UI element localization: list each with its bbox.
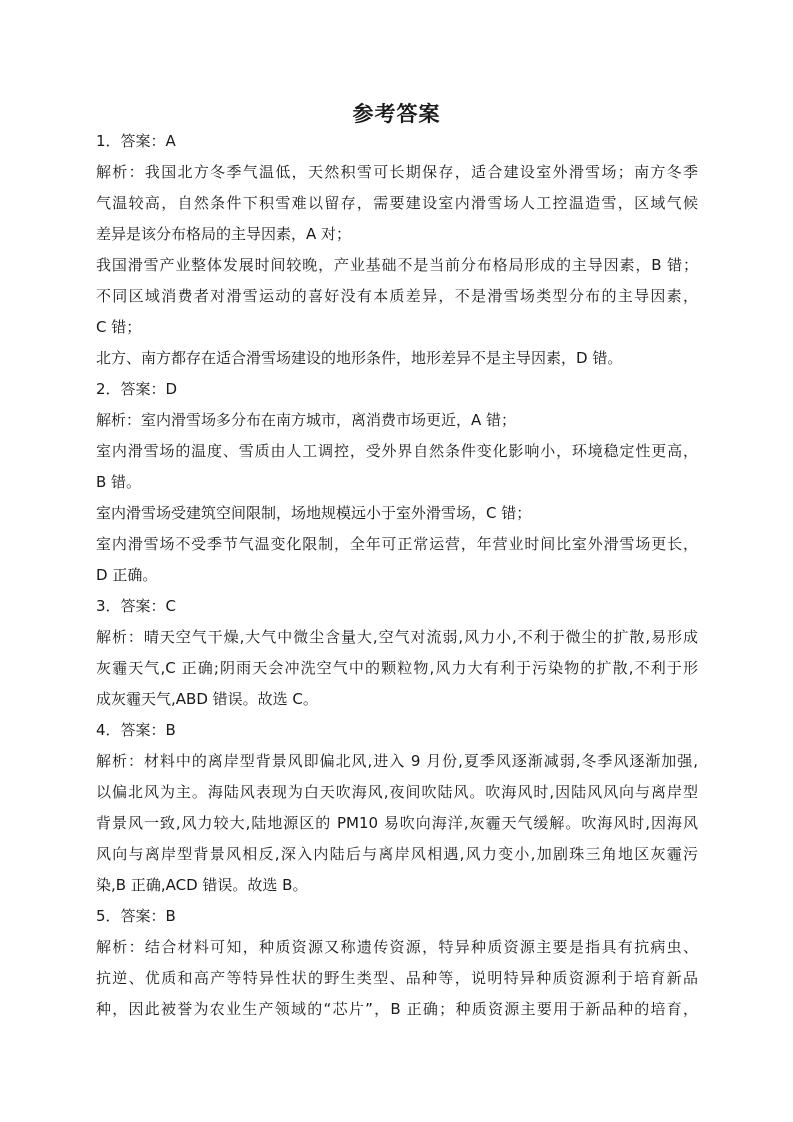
text-line: 成灰霾天气,ABD 错误。故选 C。 bbox=[96, 690, 318, 708]
text-line: 北方、南方都存在适合滑雪场建设的地形条件，地形差异不是主导因素，D 错。 bbox=[96, 349, 623, 367]
text-line: 染,B 正确,ACD 错误。故选 B。 bbox=[96, 876, 308, 894]
text-line: 解析：材料中的离岸型背景风即偏北风,进入 9 月份,夏季风逐渐减弱,冬季风逐渐加强, bbox=[96, 752, 698, 770]
text-line: 差异是该分布格局的主导因素，A 对； bbox=[96, 225, 352, 243]
text-line: 背景风一致,风力较大,陆地源区的 PM10 易吹向海洋,灰霾天气缓解。吹海风时,因海风 bbox=[96, 814, 698, 832]
text-line: 风向与离岸型背景风相反,深入内陆后与离岸风相遇,风力变小,加剧珠三角地区灰霾污 bbox=[96, 845, 698, 863]
text-line: B 错。 bbox=[96, 473, 142, 491]
text-line: 解析：我国北方冬季气温低，天然积雪可长期保存，适合建设室外滑雪场；南方冬季 bbox=[96, 163, 698, 181]
text-line: 室内滑雪场不受季节气温变化限制，全年可正常运营，年营业时间比室外滑雪场更长， bbox=[96, 535, 698, 553]
text-line: 解析：结合材料可知，种质资源又称遗传资源，特异种质资源主要是指具有抗病虫、 bbox=[96, 938, 698, 956]
text-line: 5．答案：B bbox=[96, 907, 176, 925]
answer-content bbox=[96, 126, 698, 1025]
text-line: 以偏北风为主。海陆风表现为白天吹海风,夜间吹陆风。吹海风时,因陆风风向与离岸型 bbox=[96, 783, 698, 801]
text-line: 种，因此被誉为农业生产领域的“芯片”，B 正确；种质资源主要用于新品种的培育， bbox=[96, 1000, 698, 1018]
text-line: 抗逆、优质和高产等特异性状的野生类型、品种等，说明特异种质资源利于培育新品 bbox=[96, 969, 698, 987]
text-line: 4．答案：B bbox=[96, 721, 176, 739]
text-line: 3．答案：C bbox=[96, 597, 177, 615]
text-line: 2．答案：D bbox=[96, 380, 178, 398]
text-line: 室内滑雪场的温度、雪质由人工调控，受外界自然条件变化影响小，环境稳定性更高， bbox=[96, 442, 698, 460]
text-line: 气温较高，自然条件下积雪难以留存，需要建设室内滑雪场人工控温造雪，区域气候 bbox=[96, 194, 698, 212]
text-line: 室内滑雪场受建筑空间限制，场地规模远小于室外滑雪场，C 错； bbox=[96, 504, 532, 522]
text-line: 灰霾天气,C 正确;阴雨天会冲洗空气中的颗粒物,风力大有利于污染物的扩散,不利于形 bbox=[96, 659, 698, 677]
text-line: D 正确。 bbox=[96, 566, 158, 584]
page-title: 参考答案 bbox=[352, 102, 441, 126]
text-line: C 错； bbox=[96, 318, 142, 336]
text-line: 不同区域消费者对滑雪运动的喜好没有本质差异，不是滑雪场类型分布的主导因素， bbox=[96, 287, 698, 305]
text-line: 解析：晴天空气干燥,大气中微尘含量大,空气对流弱,风力小,不利于微尘的扩散,易形成 bbox=[96, 628, 698, 646]
text-line: 我国滑雪产业整体发展时间较晚，产业基础不是当前分布格局形成的主导因素，B 错； bbox=[96, 256, 698, 274]
text-line: 1．答案：A bbox=[96, 132, 176, 150]
text-line: 解析：室内滑雪场多分布在南方城市，离消费市场更近，A 错； bbox=[96, 411, 517, 429]
